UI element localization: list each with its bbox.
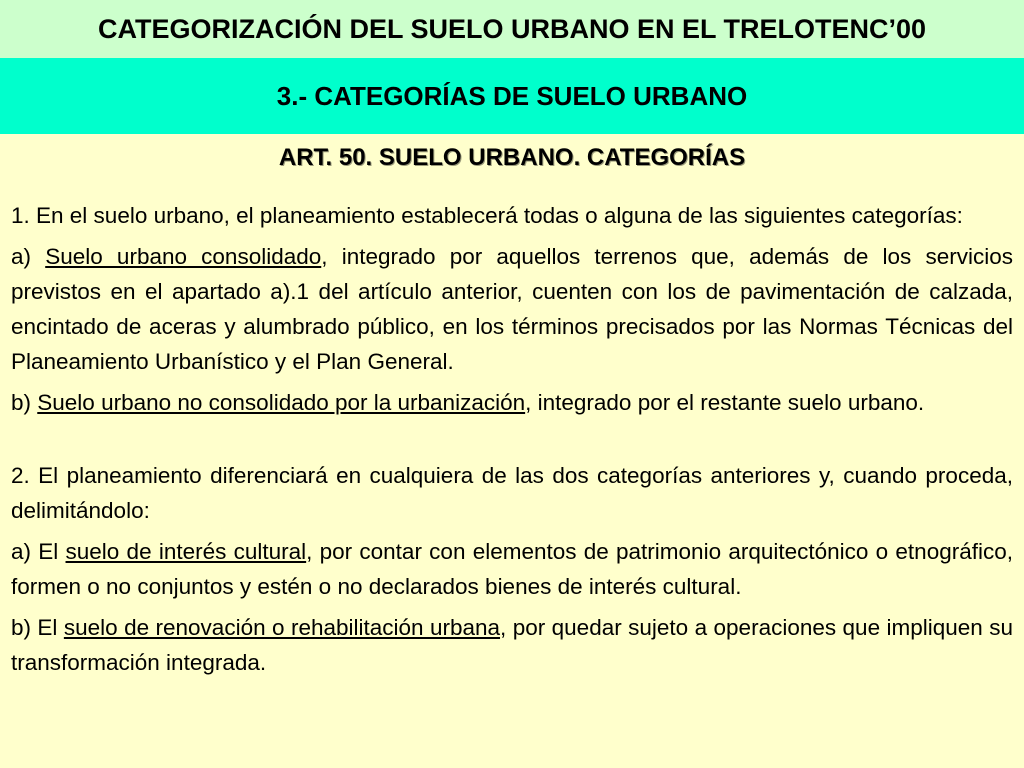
slide-title: CATEGORIZACIÓN DEL SUELO URBANO EN EL TRELOTENC’00 <box>97 13 927 44</box>
paragraph-6-prefix: b) El <box>11 615 64 640</box>
article-heading: ART. 50. SUELO URBANO. CATEGORÍAS <box>278 144 746 171</box>
paragraph-6-term: suelo de renovación o rehabilitación urbana <box>63 615 501 640</box>
paragraph-3 <box>11 385 1013 420</box>
subtitle-bar <box>0 58 1024 134</box>
paragraph-6-text: , por quedar sujeto a operaciones que impliquen su transformación integrada. <box>11 615 1013 675</box>
title-bar <box>0 0 1024 58</box>
paragraph-5-term: suelo de interés cultural <box>65 539 307 564</box>
paragraph-3-text: , integrado por el restante suelo urbano. <box>525 390 925 415</box>
paragraph-2 <box>11 239 1013 379</box>
paragraph-6 <box>11 610 1013 680</box>
paragraph-5-prefix: a) El <box>11 539 66 564</box>
paragraph-5-text: , por contar con elementos de patrimonio arquitectónico o etnográfico, formen o no conjuntos y estén o no declarados bienes de interés cultural. <box>11 539 1013 599</box>
paragraph-3-term: Suelo urbano no consolidado por la urbanización <box>37 390 526 415</box>
paragraph-1: 1. En el suelo urbano, el planeamiento establecerá todas o alguna de las siguientes categorías: <box>11 203 963 228</box>
paragraph-2-term: Suelo urbano consolidado <box>45 244 322 269</box>
paragraph-2-text: , integrado por aquellos terrenos que, además de los servicios previstos en el apartado a).1 del artículo anterior, cuenten con los de pavimentación de calzada, encintado de aceras y alumbrado público, en los términos precisados por las Normas Técnicas del Planeamiento Urbanístico y el Plan General. <box>11 244 1013 374</box>
slide-subtitle: 3.- CATEGORÍAS DE SUELO URBANO <box>276 80 748 111</box>
paragraph-5 <box>11 534 1013 604</box>
article-body <box>11 198 1013 686</box>
paragraph-4: 2. El planeamiento diferenciará en cualquiera de las dos categorías anteriores y, cuando proceda, delimitándolo: <box>11 463 1013 523</box>
paragraph-2-prefix: a) <box>11 244 46 269</box>
paragraph-3-prefix: b) <box>11 390 38 415</box>
